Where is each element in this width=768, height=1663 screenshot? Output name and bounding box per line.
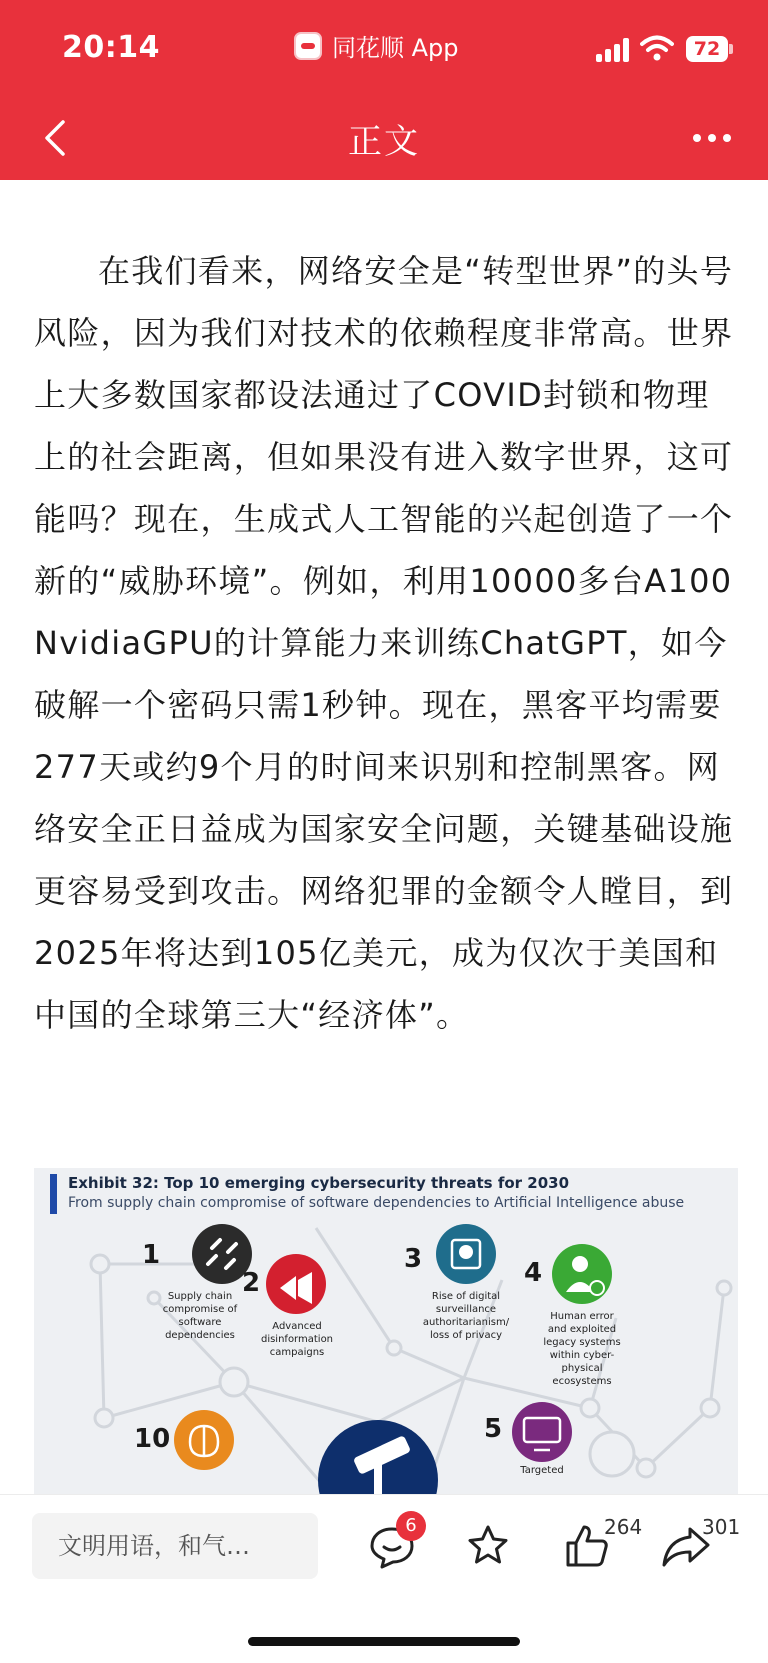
- threat-number: 3: [404, 1244, 423, 1274]
- nav-bar: [0, 96, 768, 180]
- comment-input[interactable]: 文明用语，和气…: [32, 1513, 318, 1579]
- threat-label: Rise of digital surveillance authoritarianism/ loss of privacy: [422, 1291, 510, 1341]
- threat-number: 2: [242, 1268, 261, 1298]
- bottom-action-bar: [0, 1494, 768, 1663]
- threat-number: 1: [142, 1240, 161, 1270]
- star-icon: [458, 1515, 518, 1575]
- article-paragraph: 在我们看来，网络安全是“转型世界”的头号风险，因为我们对技术的依赖程度非常高。世界上大多数国家都设法通过了COVID封锁和物理上的社会距离，但如果没有进入数字世界，这可能吗？现在，生成式人工智能的兴起创造了一个新的“威胁环境”。例如，利用10000多台A100NvidiaGPU的计算能力来训练ChatGPT，如今破解一个密码只需1秒钟。现在，黑客平均需要277天或约9个月的时间来识别和控制黑客。网络安全正日益成为国家安全问题，关键基础设施更容易受到攻击。网络犯罪的金额令人瞠目，到2025年将达到105亿美元，成为仅次于美国和中国的全球第三大“经济体”。: [34, 252, 734, 1034]
- status-time: 20:14: [62, 30, 160, 65]
- more-dot-icon: [723, 134, 731, 142]
- battery-level: 72: [693, 38, 721, 60]
- comment-count-badge: 6: [396, 1511, 426, 1541]
- app-header: [0, 0, 768, 180]
- app-indicator[interactable]: [294, 28, 459, 63]
- app-logo-icon: [294, 32, 322, 60]
- page-title: 正文: [348, 122, 420, 162]
- exhibit-subtitle: From supply chain compromise of software dependencies to Artificial Intelligence abuse: [68, 1195, 685, 1211]
- monitor-icon: [512, 1402, 572, 1462]
- app-name: 同花顺 App: [332, 34, 459, 62]
- status-bar: [0, 0, 768, 96]
- threat-number: 10: [134, 1424, 171, 1454]
- exhibit-accent-bar: [50, 1174, 57, 1214]
- threat-label: Supply chain compromise of software dependencies: [162, 1291, 238, 1341]
- exhibit-image[interactable]: [34, 1168, 738, 1494]
- person-alert-icon: [552, 1244, 612, 1304]
- battery-icon: [686, 36, 728, 62]
- article-body: [34, 240, 734, 1046]
- more-dot-icon: [693, 134, 701, 142]
- threat-label: Human error and exploited legacy systems within cyber-physical ecosystems: [543, 1311, 621, 1387]
- more-dot-icon: [708, 134, 716, 142]
- threat-number: 5: [484, 1414, 503, 1444]
- home-indicator: [248, 1637, 520, 1646]
- battery-tip: [729, 44, 733, 54]
- wifi-icon: [640, 34, 674, 62]
- like-count: 264: [604, 1515, 643, 1539]
- exhibit-title: Exhibit 32: Top 10 emerging cybersecurity threats for 2030: [68, 1174, 570, 1192]
- favorite-button[interactable]: [458, 1515, 518, 1575]
- threat-label: Targeted: [520, 1465, 564, 1476]
- threat-label: Advanced disinformation campaigns: [260, 1321, 334, 1358]
- cellular-signal-icon: [596, 38, 632, 62]
- threat-number: 4: [524, 1258, 543, 1288]
- share-count: 301: [702, 1515, 741, 1539]
- more-button[interactable]: [684, 110, 740, 166]
